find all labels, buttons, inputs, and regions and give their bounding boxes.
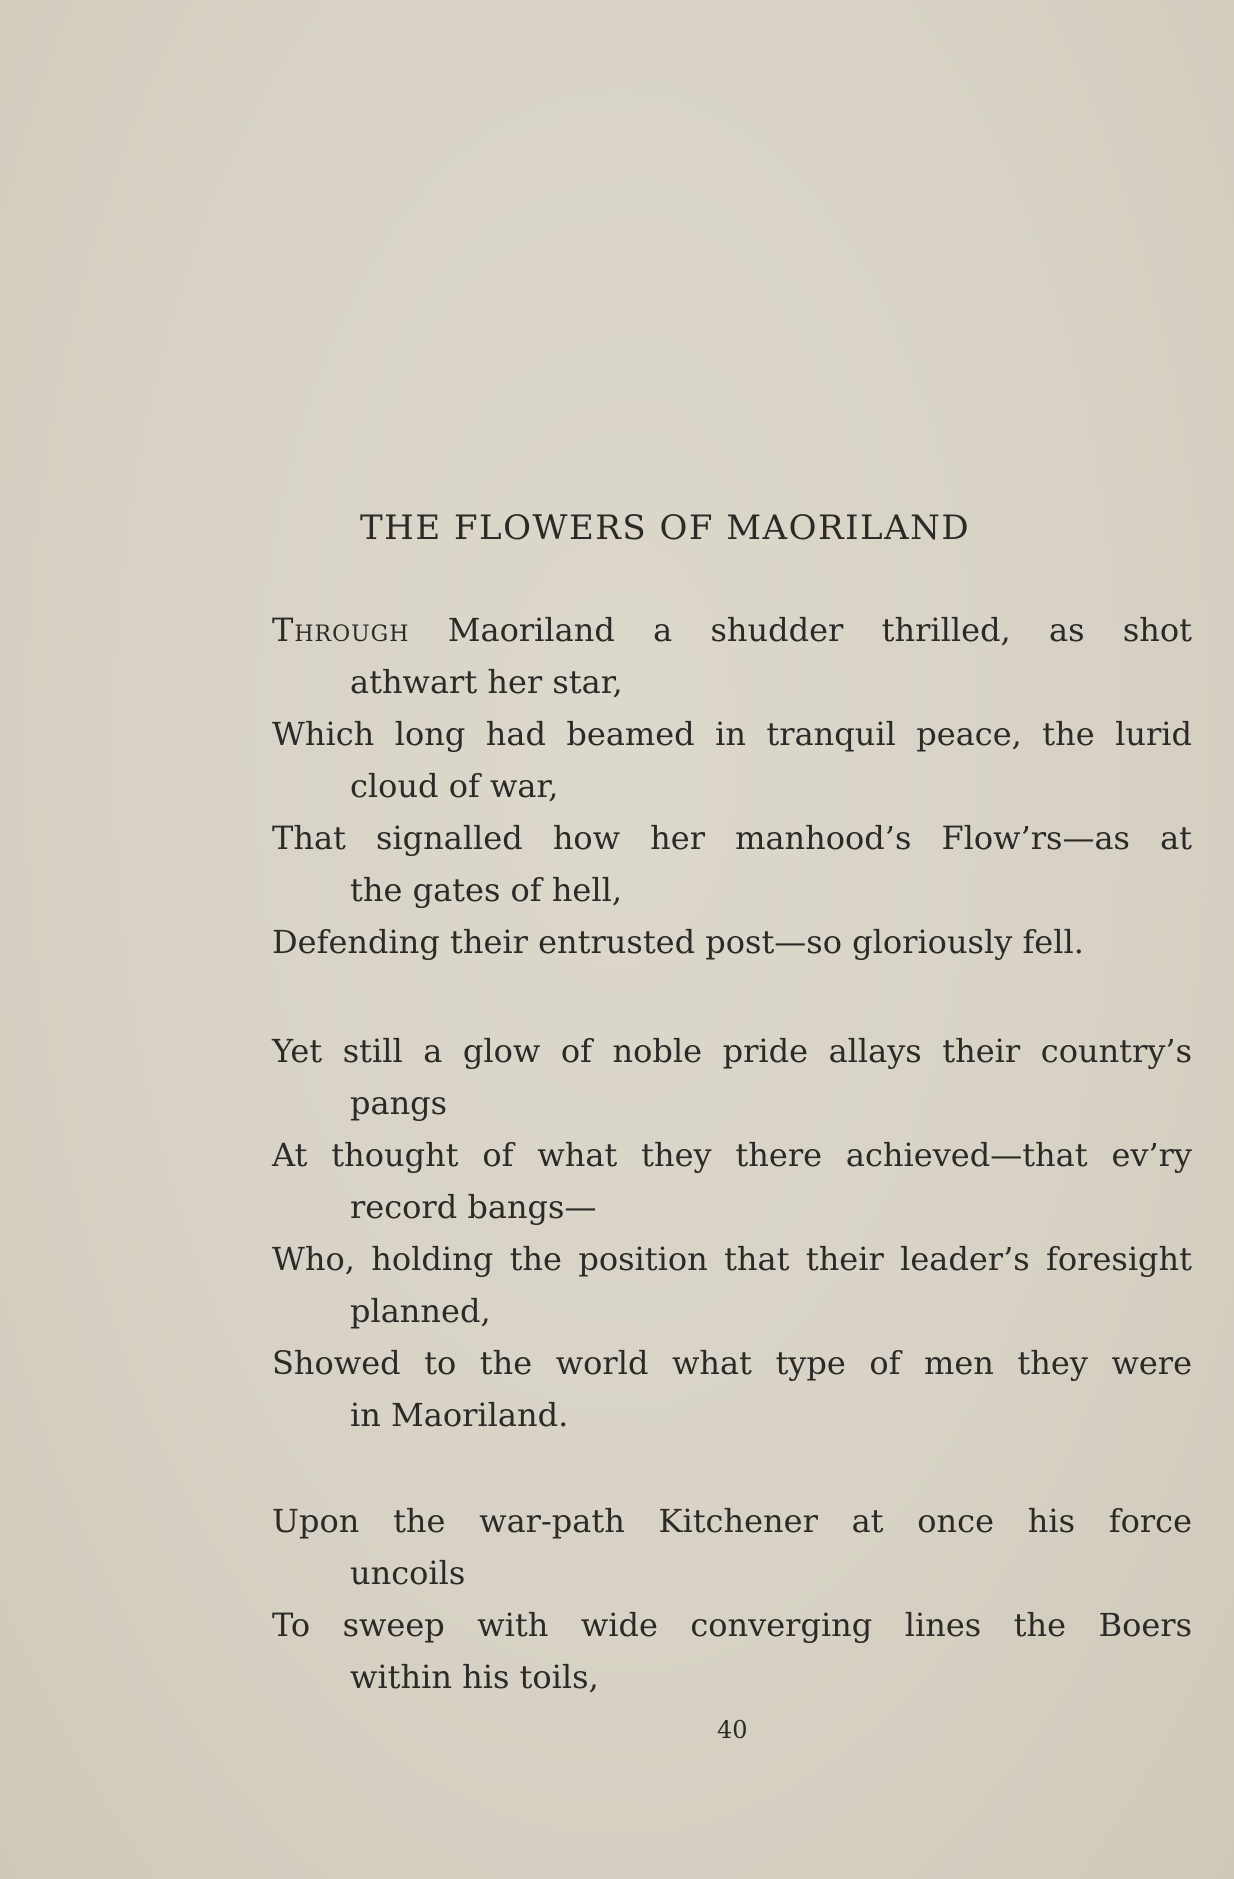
drop-word: Through (272, 611, 410, 649)
verse-line-continuation: record bangs— (350, 1188, 597, 1226)
page-number: 40 (717, 1716, 748, 1744)
verse-line: Showed to the world what type of men they were (272, 1344, 1192, 1382)
poem-title: THE FLOWERS OF MAORILAND (360, 508, 971, 548)
verse-line-continuation: pangs (350, 1084, 448, 1122)
verse-line: Upon the war-path Kitchener at once his force (272, 1502, 1192, 1540)
verse-line-continuation: in Maoriland. (350, 1396, 569, 1434)
verse-line-continuation: the gates of hell, (350, 871, 622, 909)
verse-line: That signalled how her manhood’s Flow’rs—as at (272, 819, 1192, 857)
stanza-1 (272, 604, 1192, 968)
stanza-3 (272, 1495, 1192, 1703)
verse-line-continuation: uncoils (350, 1554, 466, 1592)
verse-line-continuation: within his toils, (350, 1658, 599, 1696)
verse-line-text: Maoriland a shudder thrilled, as shot (447, 611, 1192, 649)
verse-line-continuation: cloud of war, (350, 767, 559, 805)
verse-line: Yet still a glow of noble pride allays their country’s (272, 1032, 1192, 1070)
stanza-2 (272, 1025, 1192, 1441)
verse-line (272, 604, 1192, 656)
verse-line: Which long had beamed in tranquil peace, the lurid (272, 715, 1192, 753)
verse-line: Who, holding the position that their leader’s foresight (272, 1240, 1192, 1278)
verse-line: To sweep with wide converging lines the Boers (272, 1606, 1192, 1644)
verse-line: At thought of what they there achieved—that ev’ry (272, 1136, 1192, 1174)
bleed-through-shadow (540, 120, 1080, 166)
verse-line: Defending their entrusted post—so gloriously fell. (272, 923, 1084, 961)
verse-line-continuation: planned, (350, 1292, 491, 1330)
verse-line-continuation: athwart her star, (350, 663, 623, 701)
